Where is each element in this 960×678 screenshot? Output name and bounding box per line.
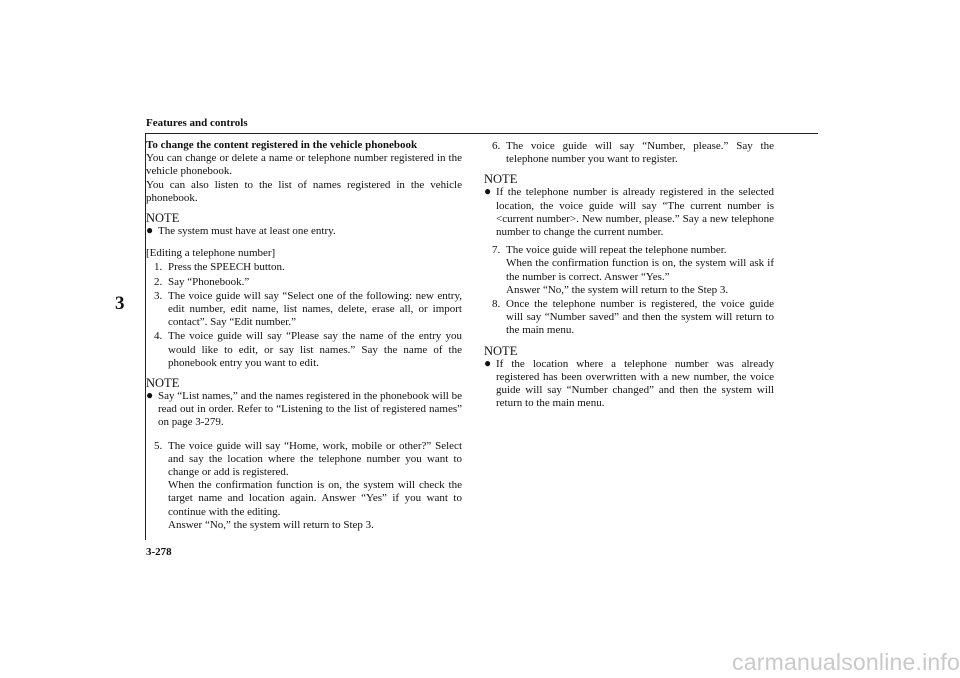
step-5 <box>146 440 462 532</box>
note-text: The system must have at least one entry. <box>158 225 336 238</box>
note-item <box>146 225 462 238</box>
step-6 <box>484 140 774 166</box>
step-7 <box>484 244 774 297</box>
intro-paragraph-1: You can change or delete a name or telephone number registered in the vehicle phonebook. <box>146 152 462 178</box>
step-text: Say “Phonebook.” <box>168 275 250 288</box>
bullet-icon: ● <box>146 223 154 238</box>
step-1 <box>146 261 462 274</box>
step-number: 3. <box>154 289 163 302</box>
step-number: 5. <box>154 439 163 452</box>
note-item <box>484 186 774 239</box>
step-text: Once the telephone number is registered, the voice guide will say “Number saved” and then the system will return to the main menu. <box>506 298 774 337</box>
step-text: When the confirmation function is on, the system will check the target name and location again. Answer “Yes” if you want to continue with the editing. <box>168 479 462 518</box>
step-2 <box>146 276 462 289</box>
intro-paragraph-2: You can also listen to the list of names registered in the vehicle phonebook. <box>146 178 462 204</box>
step-text: The voice guide will say “Please say the name of the entry you would like to edit, or say list names.” Say the name of the phonebook entry you want to edit. <box>168 330 462 369</box>
note-item <box>146 390 462 430</box>
note-text: If the telephone number is already registered in the selected location, the voice guide will say “The current number is <current number>. New number, please.” Say a new telephone number to change the current number. <box>496 186 774 239</box>
step-3 <box>146 290 462 330</box>
step-text: Answer “No,” the system will return to the Step 3. <box>506 283 729 296</box>
step-4 <box>146 330 462 370</box>
note-label: NOTE <box>146 376 180 391</box>
editing-heading: [Editing a telephone number] <box>146 247 276 260</box>
section-header: Features and controls <box>146 117 248 129</box>
page-number: 3-278 <box>146 546 172 558</box>
topic-title: To change the content registered in the vehicle phonebook <box>146 139 418 151</box>
step-number: 7. <box>492 244 501 257</box>
step-text: Answer “No,” the system will return to Step 3. <box>168 518 374 531</box>
step-number: 6. <box>492 140 501 152</box>
step-text: The voice guide will repeat the telephone number. <box>506 244 727 257</box>
step-8 <box>484 298 774 338</box>
note-label: NOTE <box>146 211 180 226</box>
step-number: 1. <box>154 261 163 274</box>
step-number: 2. <box>154 275 163 288</box>
bullet-icon: ● <box>484 184 492 199</box>
note-label: NOTE <box>484 172 518 187</box>
bullet-icon: ● <box>484 355 492 370</box>
header-rule <box>146 133 818 134</box>
step-number: 8. <box>492 298 501 311</box>
step-text: The voice guide will say “Number, please.” Say the telephone number you want to register. <box>506 140 774 166</box>
note-item <box>484 355 774 411</box>
note-text: Say “List names,” and the names registered in the phonebook will be read out in order. Refer to “Listening to the list of registered names” on page 3-279. <box>158 390 462 429</box>
right-column <box>484 139 774 410</box>
note-text: If the location where a telephone number was already registered has been overwritten with a new number, the voice guide will say “Number changed” and then the system will return to the main menu. <box>496 357 774 410</box>
left-column <box>146 139 462 532</box>
step-number: 4. <box>154 330 163 343</box>
step-text: When the confirmation function is on, the system will ask if the number is correct. Answer “Yes.” <box>506 257 774 283</box>
step-text: The voice guide will say “Home, work, mobile or other?” Select and say the location where the telephone number you want to change or add is registered. <box>168 439 462 479</box>
note-label: NOTE <box>484 343 518 358</box>
step-text: Press the SPEECH button. <box>168 261 285 274</box>
watermark: carmanualsonline.info <box>732 649 960 675</box>
bullet-icon: ● <box>146 388 154 403</box>
section-number: 3 <box>115 293 125 314</box>
step-text: The voice guide will say “Select one of the following: new entry, edit number, edit name, list names, delete, erase all, or import contact”. Say “Edit number.” <box>168 289 462 329</box>
